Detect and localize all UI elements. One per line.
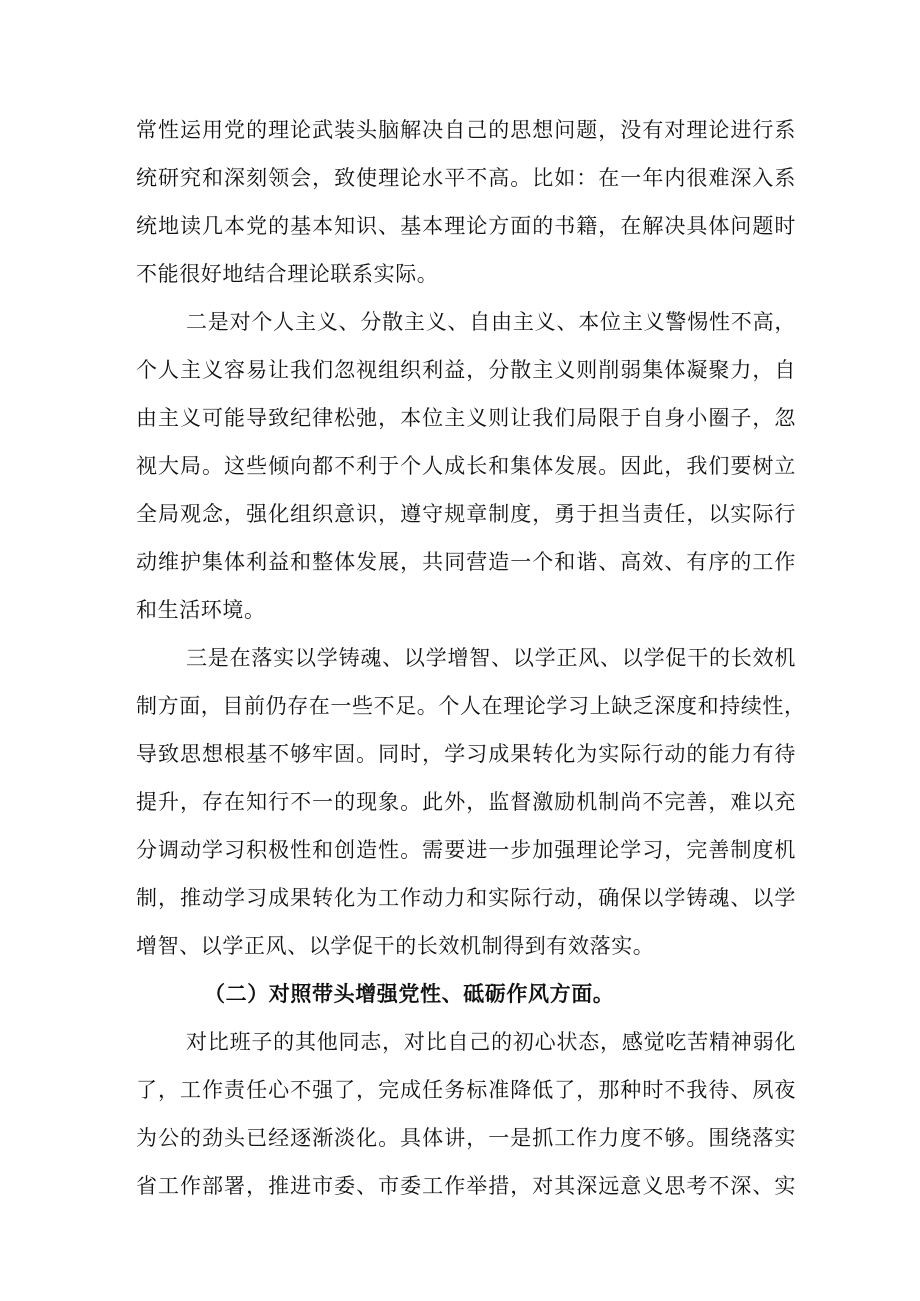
- paragraph-2-line-3: 由主义可能导致纪律松弛，本位主义则让我们局限于自身小圈子，忽: [136, 406, 796, 430]
- paragraph-4-line-2: 了，工作责任心不强了，完成任务标准降低了，那种时不我待、夙夜: [136, 1078, 796, 1102]
- paragraph-2-line-2: 个人主义容易让我们忽视组织利益，分散主义则削弱集体凝聚力，自: [136, 358, 796, 382]
- paragraph-3-line-7: 增智、以学正风、以学促干的长效机制得到有效落实。: [136, 934, 655, 958]
- paragraph-3-line-3: 导致思想根基不够牢固。同时，学习成果转化为实际行动的能力有待: [136, 742, 796, 766]
- paragraph-4-line-4: 省工作部署，推进市委、市委工作举措，对其深远意义思考不深、实: [136, 1174, 796, 1198]
- paragraph-2-line-7: 和生活环境。: [136, 598, 266, 622]
- paragraph-1-line-4: 不能很好地结合理论联系实际。: [136, 262, 439, 286]
- paragraph-3-line-4: 提升，存在知行不一的现象。此外，监督激励机制尚不完善，难以充: [136, 790, 796, 814]
- paragraph-3-line-1: 三是在落实以学铸魂、以学增智、以学正风、以学促干的长效机: [186, 646, 796, 670]
- paragraph-3-line-6: 制，推动学习成果转化为工作动力和实际行动，确保以学铸魂、以学: [136, 886, 796, 910]
- paragraph-4-line-1: 对比班子的其他同志，对比自己的初心状态，感觉吃苦精神弱化: [186, 1030, 796, 1054]
- paragraph-2-line-6: 动维护集体利益和整体发展，共同营造一个和谐、高效、有序的工作: [136, 550, 796, 574]
- paragraph-1-line-3: 统地读几本党的基本知识、基本理论方面的书籍，在解决具体问题时: [136, 214, 796, 238]
- paragraph-3-line-2: 制方面，目前仍存在一些不足。个人在理论学习上缺乏深度和持续性，: [136, 694, 806, 718]
- paragraph-1-line-1: 常性运用党的理论武装头脑解决自己的思想问题，没有对理论进行系: [136, 118, 796, 142]
- paragraph-3-line-5: 分调动学习积极性和创造性。需要进一步加强理论学习，完善制度机: [136, 838, 796, 862]
- section-heading: （二）对照带头增强党性、砥砺作风方面。: [204, 982, 615, 1006]
- paragraph-2-line-1: 二是对个人主义、分散主义、自由主义、本位主义警惕性不高，: [186, 310, 796, 334]
- paragraph-1-line-2: 统研究和深刻领会，致使理论水平不高。比如：在一年内很难深入系: [136, 166, 796, 190]
- paragraph-2-line-5: 全局观念，强化组织意识，遵守规章制度，勇于担当责任，以实际行: [136, 502, 796, 526]
- paragraph-4-line-3: 为公的劲头已经逐渐淡化。具体讲，一是抓工作力度不够。围绕落实: [136, 1126, 796, 1150]
- paragraph-2-line-4: 视大局。这些倾向都不利于个人成长和集体发展。因此，我们要树立: [136, 454, 796, 478]
